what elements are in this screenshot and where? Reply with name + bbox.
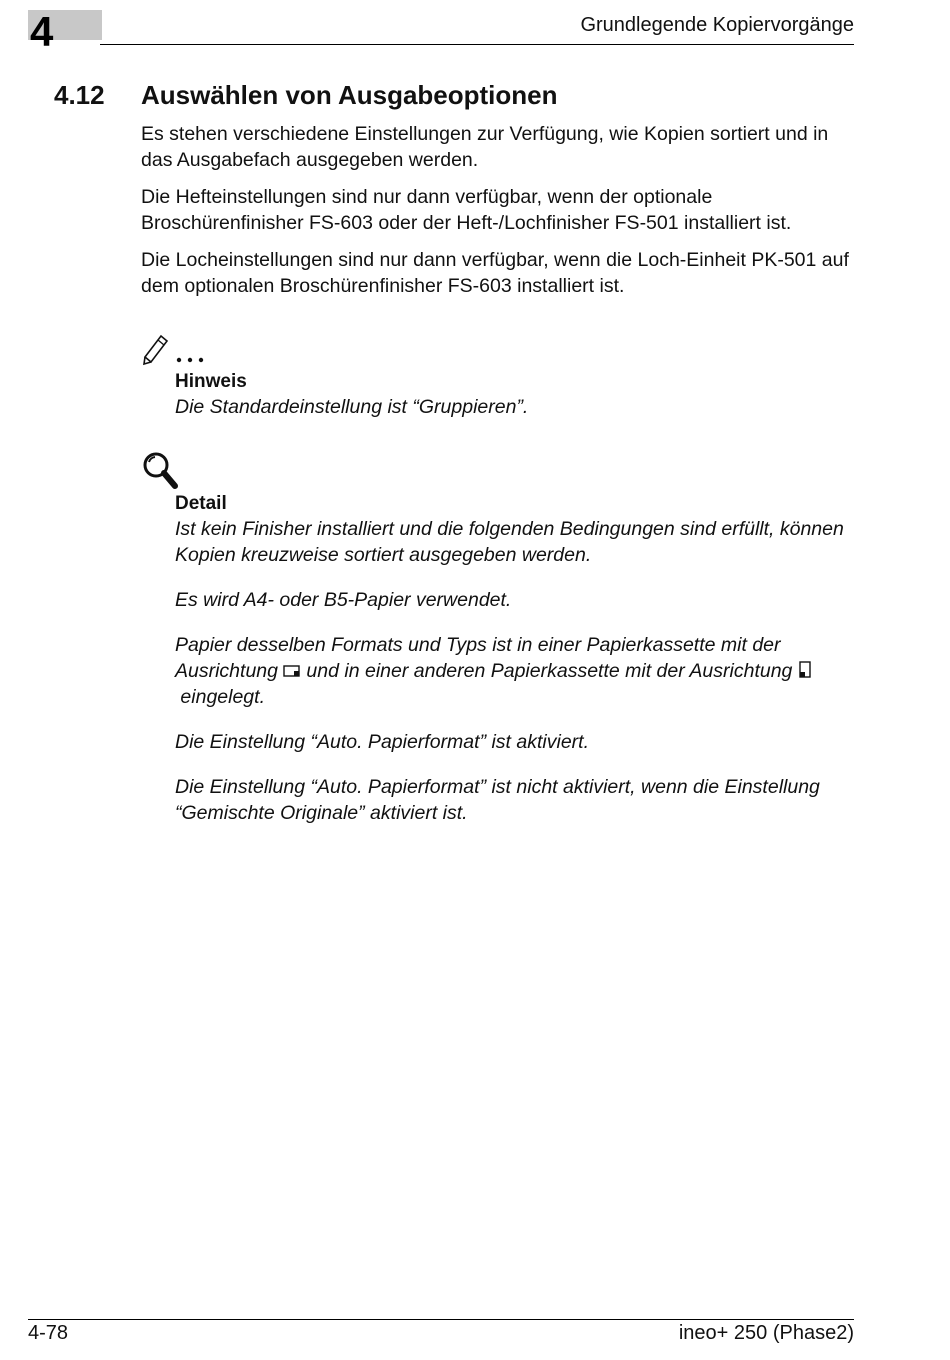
- note-text: Die Standardeinstellung ist “Gruppieren”.: [175, 396, 529, 418]
- section-heading: [54, 80, 558, 111]
- magnifier-icon: [141, 450, 181, 492]
- header-rule: [100, 44, 854, 45]
- detail-paragraph-4: Die Einstellung “Auto. Papierformat” ist aktiviert.: [175, 731, 589, 753]
- page-number: 4-78: [28, 1322, 69, 1344]
- intro-paragraph-2: Die Hefteinstellungen sind nur dann verfügbar, wenn der optionale Broschürenfinisher FS-603 oder der Heft-/Lochfinisher FS-501 installiert ist.: [141, 186, 792, 234]
- section-number: 4.12: [54, 80, 105, 110]
- detail-title: Detail: [175, 493, 227, 514]
- note-title: Hinweis: [175, 371, 247, 392]
- note-box: [141, 330, 861, 420]
- running-title: Grundlegende Kopiervorgänge: [580, 14, 854, 36]
- pencil-note-icon: [141, 330, 211, 368]
- detail-paragraph-2: Es wird A4- oder B5-Papier verwendet.: [175, 589, 512, 611]
- portrait-orientation-icon: [798, 661, 812, 681]
- intro-paragraph-1: Es stehen verschiedene Einstellungen zur Verfügung, wie Kopien sortiert und in das Ausgabefach ausgegeben werden.: [141, 123, 829, 171]
- detail-paragraph-3: Papier desselben Formats und Typs ist in einer Papierkassette mit der Ausrichtung und in einer anderen Papierkassette mit der Ausrichtung eingelegt.: [175, 632, 861, 710]
- product-name: ineo+ 250 (Phase2): [678, 1322, 854, 1344]
- section-title: Auswählen von Ausgabeoptionen: [141, 80, 558, 110]
- detail-paragraph-5: Die Einstellung “Auto. Papierformat” ist nicht aktiviert, wenn die Einstellung “Gemischte Originale” aktiviert ist.: [175, 776, 820, 824]
- detail-text: [175, 516, 861, 826]
- detail-box: [141, 450, 861, 845]
- chapter-number: 4: [30, 8, 54, 55]
- detail-paragraph-1: Ist kein Finisher installiert und die folgenden Bedingungen sind erfüllt, können Kopien kreuzweise sortiert ausgegeben werden.: [175, 518, 844, 566]
- intro-text: [141, 121, 861, 310]
- footer-rule: [28, 1319, 854, 1320]
- intro-paragraph-3: Die Locheinstellungen sind nur dann verfügbar, wenn die Loch-Einheit PK-501 auf dem optionalen Broschürenfinisher FS-603 installiert ist.: [141, 249, 849, 297]
- landscape-orientation-icon: [283, 661, 306, 681]
